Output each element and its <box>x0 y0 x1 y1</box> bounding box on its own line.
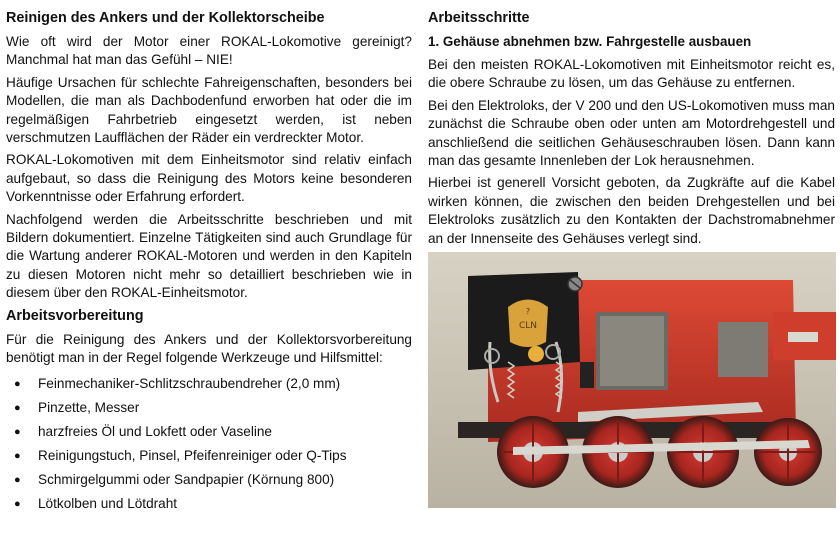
bullet-icon: ● <box>14 449 21 462</box>
bullet-icon: ● <box>14 425 21 438</box>
diode <box>528 346 544 362</box>
steps-heading: Arbeitsschritte <box>428 10 530 26</box>
list-item <box>6 420 412 444</box>
coupler <box>788 332 818 342</box>
list-item-text: Schmirgelgummi oder Sandpapier (Körnung 800) <box>38 471 335 487</box>
paragraph-intro: Wie oft wird der Motor einer ROKAL-Lokomotive gereinigt? Manchmal hat man das Gefühl – NIE! <box>6 34 412 68</box>
list-item <box>6 372 412 396</box>
bullet-icon: ● <box>14 401 21 414</box>
capacitor-label-top: ? <box>525 307 531 316</box>
list-item-text: harzfreies Öl und Lokfett oder Vaseline <box>38 423 272 439</box>
subheading-preparation: Arbeitsvorbereitung <box>6 307 144 324</box>
paragraph-prep: Für die Reinigung des Ankers und der Kollektorsvorbereitung benötigt man in der Regel folgende Werkzeuge und Hilfsmittel: <box>6 331 412 366</box>
paragraph-step-1b: Bei den Elektroloks, der V 200 und den US-Lokomotiven muss man zunächst die Schraube oben oder unten am Motordrehgestell und anschließend die seitlichen Gehäuseschrauben lösen. Dann kann man das gesamte Innenleben der Lok herausnehmen. <box>428 97 835 169</box>
motor-housing-face <box>600 316 664 386</box>
paragraph-step-1c: Hierbei ist generell Vorsicht geboten, da Zugkräfte auf die Kabel wirken können, die zwischen den beiden Drehgestellen und bei Elektroloks zusätzlich zu den Kontakten der Dachstromabnehmer an der Innenseite des Gehäuses verlegt sind. <box>428 175 835 246</box>
paragraph-step-1a: Bei den meisten ROKAL-Lokomotiven mit Einheitsmotor reicht es, die obere Schraube zu lösen, um das Gehäuse zu entfernen. <box>428 57 835 91</box>
step-1-heading: 1. Gehäuse abnehmen bzw. Fahrgestelle ausbauen <box>428 34 752 49</box>
locomotive-photo <box>428 252 836 508</box>
bullet-icon: ● <box>14 473 21 486</box>
list-item-text: Pinzette, Messer <box>38 399 140 415</box>
paragraph-simplicity: ROKAL-Lokomotiven mit dem Einheitsmotor sind relativ einfach aufgebaut, so dass die Reinigung des Motors keine besonderen Vorkenntnisse oder Erfahrung erfordert. <box>6 152 412 205</box>
bullet-icon: ● <box>14 377 21 390</box>
capacitor-label: CLN <box>518 321 538 331</box>
list-item <box>6 396 412 420</box>
left-column <box>6 6 412 516</box>
bullet-icon: ● <box>14 497 21 510</box>
list-item-text: Lötkolben und Lötdraht <box>38 495 178 511</box>
tool-list <box>6 372 412 516</box>
list-item-text: Reinigungstuch, Pinsel, Pfeifenreiniger oder Q-Tips <box>38 447 347 463</box>
locomotive-illustration <box>428 252 836 508</box>
paragraph-following: Nachfolgend werden die Arbeitsschritte beschrieben und mit Bildern dokumentiert. Einzelne Tätigkeiten sind auch Grundlage für die Wartung anderer ROKAL-Motoren und werden in den Kapiteln zu diesen Motoren nicht mehr so detailliert beschrieben wie in diesem über den ROKAL-Einheitsmotor. <box>6 211 412 301</box>
brush-holder <box>580 362 594 388</box>
list-item <box>6 444 412 468</box>
right-column <box>428 6 835 252</box>
section-heading: Reinigen des Ankers und der Kollektorscheibe <box>6 10 325 26</box>
paragraph-causes: Häufige Ursachen für schlechte Fahreigenschaften, besonders bei Modellen, die man als Dachbodenfund erworben hat oder die im regelmäßigen Fahrbetrieb eingesetzt werden, ist neben verschmutzen Laufflächen der Räder ein verdreckter Motor. <box>6 74 412 146</box>
gear-block <box>718 322 768 377</box>
list-item <box>6 468 412 492</box>
list-item-text: Feinmechaniker-Schlitzschraubendreher (2,0 mm) <box>38 375 341 391</box>
list-item <box>6 492 412 516</box>
